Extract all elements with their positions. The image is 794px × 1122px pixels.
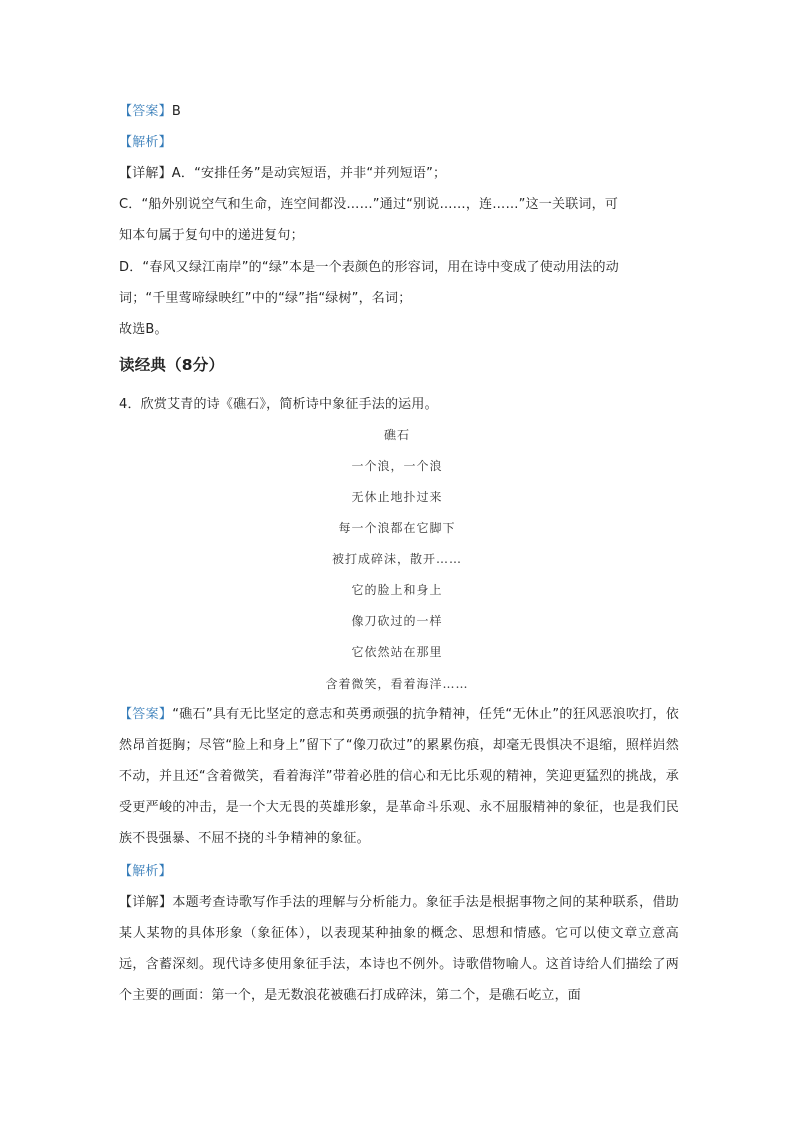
q3-detail-line-3: 知本句属于复句中的递进复句； (119, 228, 304, 243)
q4-answer-paragraph (119, 699, 679, 854)
q4-analysis-tag: 【解析】 (119, 864, 172, 879)
q3-detail-line-4: D．“春风又绿江南岸”的“绿”本是一个表颜色的形容词，用在诗中变成了使动用法的动 (119, 260, 619, 275)
poem-line: 被打成碎沫，散开…… (331, 552, 462, 566)
poem-line: 像刀砍过的一样 (351, 614, 443, 628)
q4-question: 4．欣赏艾青的诗《礁石》，简析诗中象征手法的运用。 (119, 397, 438, 412)
poem-line: 无休止地扑过来 (351, 490, 443, 504)
poem-line: 每一个浪都在它脚下 (338, 521, 456, 535)
q3-answer-line (119, 103, 181, 121)
poem-line: 一个浪，一个浪 (351, 459, 443, 473)
poem-line: 它的脸上和身上 (351, 583, 443, 597)
q3-detail-line-2: C．“船外别说空气和生命，连空间都没……”通过“别说……，连……”这一关联词，可 (119, 197, 619, 212)
q3-detail-line-6: 故选B。 (119, 322, 168, 337)
q4-detail-paragraph: 【详解】本题考查诗歌写作手法的理解与分析能力。象征手法是根据事物之间的某种联系，借助某人某物的具体形象（象征体），以表现某种抽象的概念、思想和情感。它可以使文章立意高远，含蓄深刻。现代诗多使用象征手法，本诗也不例外。诗歌借物喻人。这首诗给人们描绘了两个主要的画面：第一个，是无数浪花被礁石打成碎沫，第二个，是礁石屹立，面 (119, 895, 679, 1003)
q3-detail-line-5: 词；“千里莺啼绿映红”中的“绿”指“绿树”，名词； (119, 291, 412, 306)
q4-answer-tag: 【答案】 (119, 707, 173, 722)
section-heading: 读经典（8分） (119, 356, 225, 374)
poem-line: 它依然站在那里 (351, 645, 443, 659)
q3-analysis-tag: 【解析】 (119, 135, 172, 150)
q3-answer-value: B (171, 104, 181, 119)
poem-title: 礁石 (383, 428, 410, 442)
poem-line: 含着微笑，看着海洋…… (325, 677, 469, 691)
q4-answer-text: “礁石”具有无比坚定的意志和英勇顽强的抗争精神，任凭“无休止”的狂风恶浪吹打，依然昂首挺胸；尽管“脸上和身上”留下了“像刀砍过”的累累伤痕，却毫无畏惧决不退缩，照样岿然不动，并且还“含着微笑，看着海洋”带着必胜的信心和无比乐观的精神，笑迎更猛烈的挑战，承受更严峻的冲击，是一个大无畏的英雄形象，是革命斗乐观、永不屈服精神的象征，也是我们民族不畏强暴、不屈不挠的斗争精神的象征。 (119, 707, 679, 846)
q3-detail-line-1: 【详解】A．“安排任务”是动宾短语，并非“并列短语”； (119, 166, 447, 181)
q3-answer-tag: 【答案】 (119, 104, 172, 119)
